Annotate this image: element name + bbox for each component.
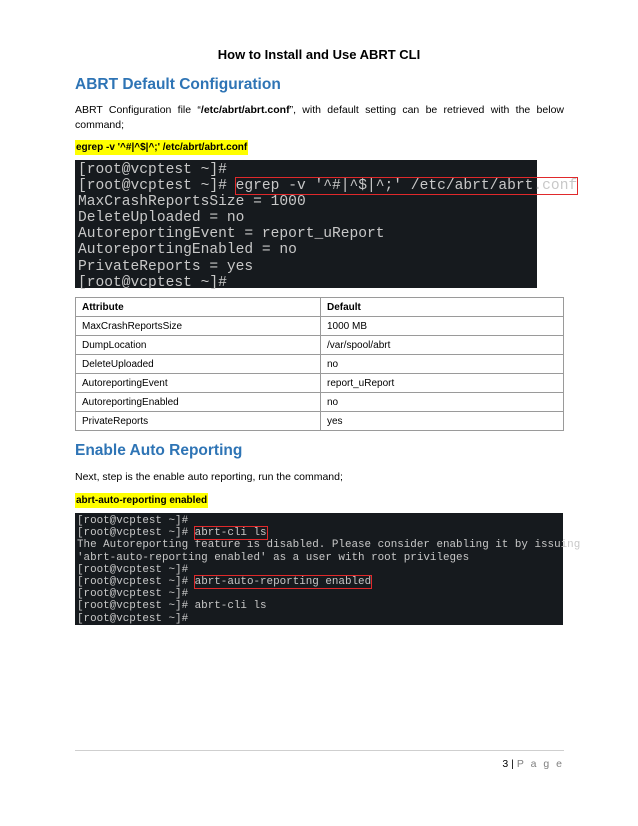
table-header-row [76, 298, 564, 317]
terminal-line: [root@vcptest ~]# [77, 515, 189, 527]
table-cell: report_uReport [321, 374, 564, 393]
table-row [76, 374, 564, 393]
terminal-line: [root@vcptest ~]# [77, 588, 189, 601]
terminal-line: AutoreportingEnabled = no [78, 242, 297, 259]
table-cell: PrivateReports [76, 412, 321, 431]
table-row [76, 317, 564, 336]
table-cell: /var/spool/abrt [321, 336, 564, 355]
table-cell: DeleteUploaded [76, 355, 321, 374]
auto-reporting-paragraph: Next, step is the enable auto reporting, run the command; [75, 471, 343, 483]
terminal-screenshot-auto-reporting [75, 513, 581, 625]
table-cell: AutoreportingEvent [76, 374, 321, 393]
table-row [76, 336, 564, 355]
page-number: 3 [502, 758, 509, 770]
terminal-line: [root@vcptest ~]# [77, 612, 189, 625]
highlighted-terminal-command: egrep -v '^#|^$|^;' /etc/abrt/abrt.conf [235, 178, 578, 195]
terminal-line: [root@vcptest ~]# [78, 162, 227, 178]
terminal-prompt: [root@vcptest ~]# [77, 576, 189, 589]
terminal-line [77, 527, 563, 539]
terminal-line: AutoreportingEvent = report_uReport [78, 226, 385, 243]
terminal-line: [root@vcptest ~]# [78, 274, 227, 291]
terminal-prompt: [root@vcptest ~]# [78, 178, 227, 195]
table-cell: yes [321, 412, 564, 431]
table-header-attribute: Attribute [76, 298, 321, 317]
table-row [76, 355, 564, 374]
table-row [76, 412, 564, 431]
terminal-line: [root@vcptest ~]# [77, 563, 189, 576]
table-cell: no [321, 355, 564, 374]
document-title: How to Install and Use ABRT CLI [217, 47, 421, 62]
table-cell: no [321, 393, 564, 412]
terminal-line: DeleteUploaded = no [78, 210, 245, 227]
config-paragraph [75, 103, 564, 132]
table-cell: AutoreportingEnabled [76, 393, 321, 412]
terminal-line: The Autoreporting feature is disabled. Please consider enabling it by issuing [77, 539, 581, 552]
table-cell: DumpLocation [76, 336, 321, 355]
table-header-default: Default [321, 298, 564, 317]
highlighted-command-egrep: egrep -v '^#|^$|^;' /etc/abrt/abrt.conf [76, 142, 248, 153]
table-cell: 1000 MB [321, 317, 564, 336]
terminal-line: PrivateReports = yes [78, 258, 254, 275]
footer-divider [75, 750, 564, 751]
table-cell: MaxCrashReportsSize [76, 317, 321, 336]
terminal-prompt: [root@vcptest ~]# [77, 527, 189, 540]
page-label: P a g e [516, 758, 564, 770]
highlighted-terminal-command: abrt-auto-reporting enabled [194, 576, 372, 589]
terminal-line: MaxCrashReportsSize = 1000 [78, 194, 306, 211]
table-row [76, 393, 564, 412]
terminal-screenshot-config [75, 160, 578, 291]
footer-separator: | [511, 758, 514, 770]
config-file-path: /etc/abrt/abrt.conf [200, 104, 290, 116]
section-heading-default-config: ABRT Default Configuration [75, 76, 281, 93]
highlighted-command-auto-reporting: abrt-auto-reporting enabled [76, 495, 208, 506]
terminal-line: 'abrt-auto-reporting enabled' as a user with root privileges [77, 551, 470, 564]
terminal-line: [root@vcptest ~]# abrt-cli ls [77, 600, 267, 613]
page-footer [75, 758, 564, 770]
paragraph-text-post: ”, with default setting can be retrieved with the below command; [75, 104, 564, 131]
highlighted-terminal-command: abrt-cli ls [194, 527, 267, 540]
paragraph-text-pre: ABRT Configuration file “ [75, 104, 201, 116]
attribute-default-table [75, 297, 564, 431]
terminal-line [78, 178, 578, 195]
terminal-line [77, 576, 563, 588]
section-heading-auto-reporting: Enable Auto Reporting [75, 442, 243, 459]
